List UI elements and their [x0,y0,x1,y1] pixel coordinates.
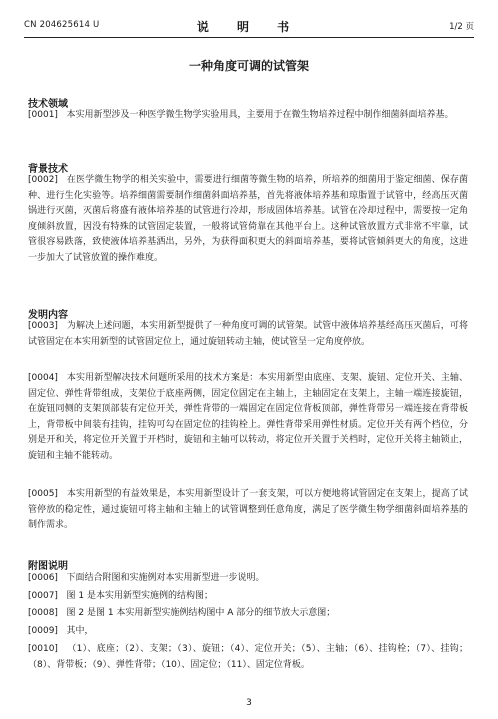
paragraph-number: [0010] [28,644,58,654]
paragraph-0006 [28,571,468,587]
paragraph-0009 [28,624,468,640]
paragraph-text: 本实用新型的有益效果是，本实用新型设计了一套支架，可以方便地将试管固定在支架上，提高了试管停放的稳定性，通过旋钮可将主轴和主轴上的试管调整到任意角度，满足了医学微生物学细菌斜面培养基的制作需求。 [28,489,468,531]
paragraph-number: [0009] [28,626,58,636]
page-number: 3 [246,698,252,708]
paragraph-number: [0007] [28,591,58,601]
paragraph-text: 下面结合附图和实施例对本实用新型进一步说明。 [66,573,265,583]
paragraph-number: [0003] [28,321,58,331]
section-heading-tech-field: 技术领域 [28,99,68,110]
paragraph-number: [0006] [28,573,58,583]
paragraph-0005 [28,487,468,534]
document-type: 说 明 书 [196,20,302,34]
paragraph-0002 [28,173,468,267]
section-heading-background: 背景技术 [28,164,68,175]
paragraph-0003 [28,319,468,350]
paragraph-text: 在医学微生物学的相关实验中，需要进行细菌等微生物的培养，所培养的细菌用于鉴定细菌、保存菌种、进行生化实验等。培养细菌需要制作细菌斜面培养基，首先将液体培养基和琼脂置于试管中，经高压灭菌锅进行灭菌，灭菌后将盛有液体培养基的试管进行冷却，形成固体培养基。试管在冷却过程中，需要按一定角度倾斜放置，因没有特殊的试管固定装置，一般将试管倚靠在其他平台上。这种试管放置方式非常不牢靠，试管很容易跌落，致使液体培养基洒出，另外，为获得面积更大的斜面培养基，要将试管倾斜更大的角度，这进一步加大了试管放置的操作难度。 [28,175,468,263]
paragraph-number: [0001] [28,110,58,120]
paragraph-0010 [28,642,468,673]
paragraph-0001 [28,108,468,124]
paragraph-text: 为解决上述问题，本实用新型提供了一种角度可调的试管架。试管中液体培养基经高压灭菌后，可将试管固定在本实用新型的试管固定位上，通过旋钮转动主轴，使试管呈一定角度停放。 [28,321,468,347]
header-divider [24,37,474,38]
paragraph-0007 [28,589,468,605]
paragraph-0004 [28,371,468,465]
paragraph-text: （1）、底座；（2）、支架；（3）、旋钮；（4）、定位开关；（5）、主轴；（6）、挂钩栓；（7）、挂钩；（8）、背带板；（9）、弹性背带；（10）、固定位；（11）、固定位背板。 [28,644,468,670]
paragraph-number: [0008] [28,608,58,618]
paragraph-number: [0005] [28,489,58,499]
section-heading-figures: 附图说明 [28,561,68,572]
paragraph-text: 图 2 是图 1 本实用新型实施例结构图中 A 部分的细节放大示意图； [66,608,336,618]
paragraph-number: [0002] [28,175,58,185]
publication-number: CN 204625614 U [24,20,100,30]
paragraph-number: [0004] [28,373,58,383]
paragraph-text: 其中， [66,626,94,636]
section-heading-invention: 发明内容 [28,310,68,321]
page-info: 1/2 页 [449,22,474,32]
page-header [24,18,474,34]
paragraph-text: 本实用新型解决技术问题所采用的技术方案是：本实用新型由底座、支架、旋钮、定位开关、主轴、固定位、弹性背带组成，支架位于底座两侧，固定位固定在主轴上，主轴固定在支架上，主轴一端连接旋钮，在旋钮同侧的支架顶部装有定位开关，弹性背带的一端固定在固定位背板顶部，弹性背带另一端连接在背带板上，背带板中间装有挂钩，挂钩可勾在固定位的挂钩栓上。弹性背带采用弹性材质。定位开关有两个档位，分别是开和关，将定位开关置于开档时，旋钮和主轴可以转动，将定位开关置于关档时，定位开关将主轴锁止，旋钮和主轴不能转动。 [28,373,468,461]
paragraph-text: 本实用新型涉及一种医学微生物学实验用具，主要用于在微生物培养过程中制作细菌斜面培养基。 [66,110,454,120]
document-title: 一种角度可调的试管架 [188,59,309,73]
paragraph-0008 [28,606,468,622]
paragraph-text: 图 1 是本实用新型实施例的结构图； [66,591,213,601]
